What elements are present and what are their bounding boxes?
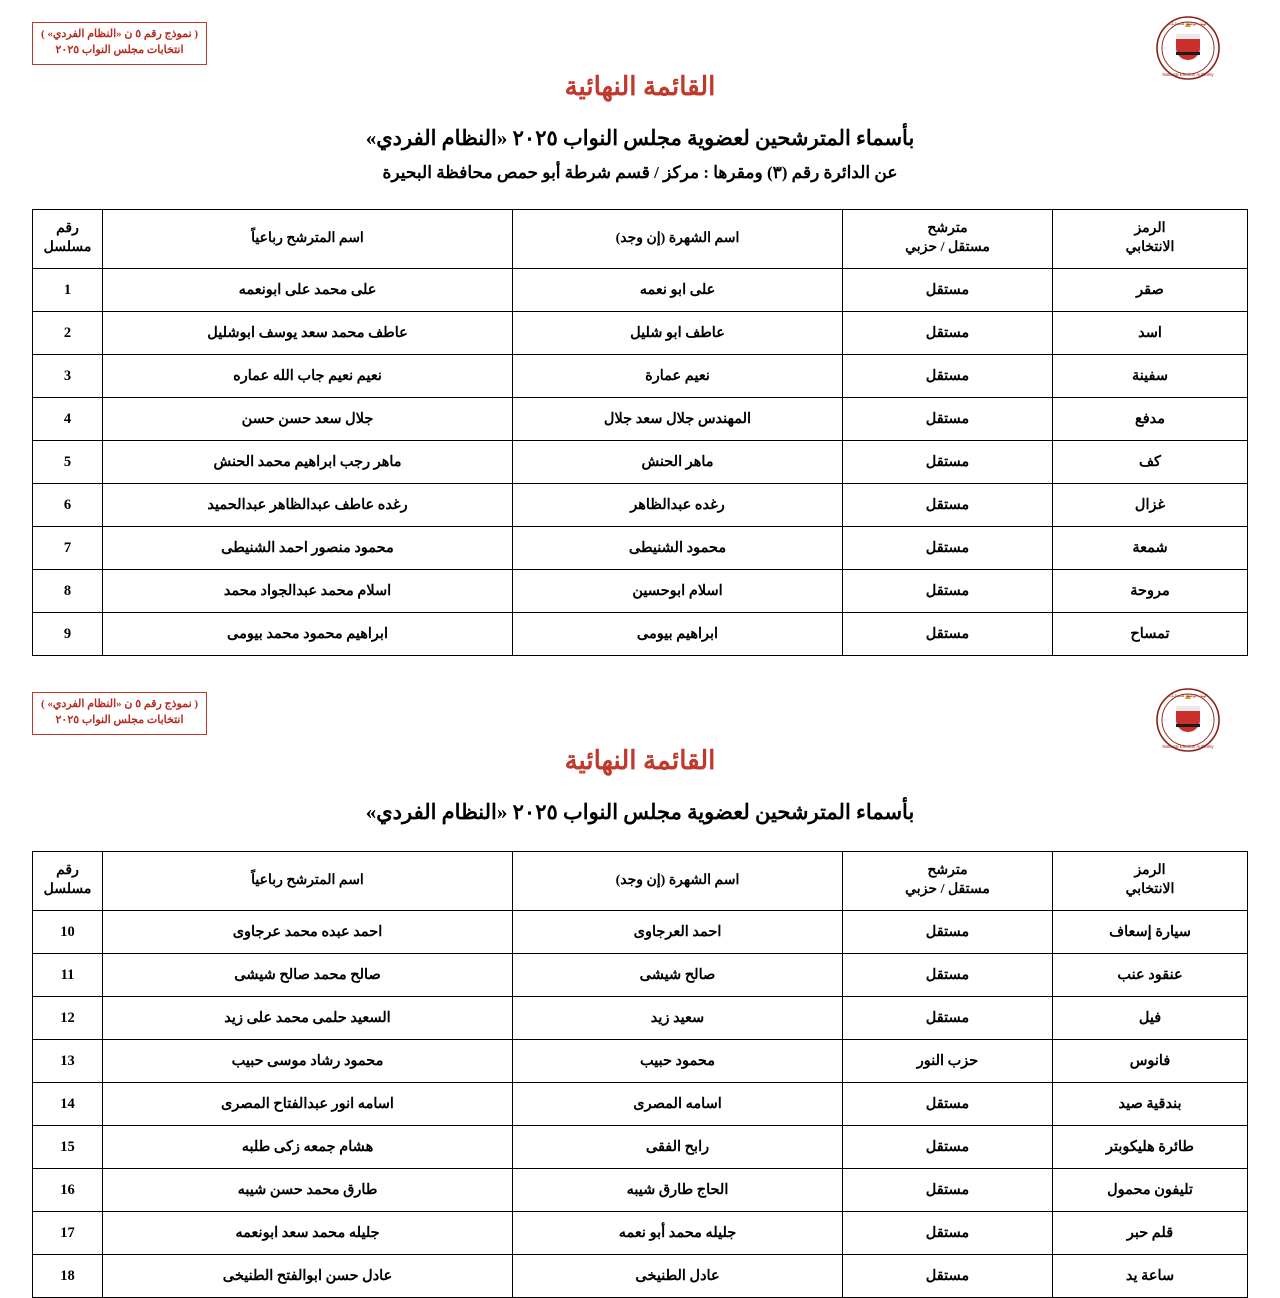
table-row — [33, 1083, 1248, 1126]
cell-fame: الحاج طارق شيبه — [513, 1169, 843, 1212]
cell-seq: 18 — [33, 1255, 103, 1298]
form-stamp-line2: انتخابات مجلس النواب ٢٠٢٥ — [55, 713, 184, 726]
cell-name: محمود منصور احمد الشنيطى — [103, 527, 513, 570]
cell-name: جلال سعد حسن حسن — [103, 398, 513, 441]
cell-name: نعيم نعيم جاب الله عماره — [103, 355, 513, 398]
cell-fame: نعيم عمارة — [513, 355, 843, 398]
cell-symbol: عنقود عنب — [1053, 954, 1248, 997]
svg-text:National Election Authority: National Election Authority — [1162, 744, 1214, 749]
cell-name: ابراهيم محمود محمد بيومى — [103, 613, 513, 656]
page-district-line: عن الدائرة رقم (٣) ومقرها : مركز / قسم شرطة أبو حمص محافظة البحيرة — [382, 163, 898, 182]
candidates-table-2-body — [33, 911, 1248, 1298]
table-row — [33, 441, 1248, 484]
page-title: القائمة النهائية — [564, 72, 716, 101]
cell-name: عاطف محمد سعد يوسف ابوشليل — [103, 312, 513, 355]
cell-seq: 14 — [33, 1083, 103, 1126]
table-row — [33, 269, 1248, 312]
table-header-row — [33, 210, 1248, 269]
cell-party: مستقل — [843, 1255, 1053, 1298]
cell-party: مستقل — [843, 954, 1053, 997]
table-row — [33, 1126, 1248, 1169]
table-row — [33, 570, 1248, 613]
page-title: القائمة النهائية — [564, 746, 716, 775]
cell-fame: عاطف ابو شليل — [513, 312, 843, 355]
page-subtitle: بأسماء المترشحين لعضوية مجلس النواب ٢٠٢٥ «النظام الفردي» — [365, 126, 915, 150]
cell-seq: 3 — [33, 355, 103, 398]
svg-text:الهيئة الوطنية للانتخابات: الهيئة الوطنية للانتخابات — [1168, 693, 1208, 698]
table-row — [33, 398, 1248, 441]
cell-seq: 8 — [33, 570, 103, 613]
cell-seq: 4 — [33, 398, 103, 441]
column-header-name: اسم المترشح رباعياً — [103, 210, 513, 269]
table-row — [33, 954, 1248, 997]
cell-symbol: فيل — [1053, 997, 1248, 1040]
table-row — [33, 484, 1248, 527]
cell-name: طارق محمد حسن شيبه — [103, 1169, 513, 1212]
cell-fame: ابراهيم بيومى — [513, 613, 843, 656]
cell-symbol: سيارة إسعاف — [1053, 911, 1248, 954]
column-header-seq: رقم مسلسل — [33, 852, 103, 911]
cell-name: على محمد على ابونعمه — [103, 269, 513, 312]
cell-fame: عادل الطنيخى — [513, 1255, 843, 1298]
page-subtitle: بأسماء المترشحين لعضوية مجلس النواب ٢٠٢٥ «النظام الفردي» — [365, 800, 915, 824]
column-header-symbol: الرمز الانتخابي — [1053, 210, 1248, 269]
cell-party: مستقل — [843, 441, 1053, 484]
page-separator — [0, 656, 1280, 684]
table-row — [33, 911, 1248, 954]
form-stamp-line1: ( نموذج رقم ٥ ن «النظام الفردي» ) — [41, 28, 199, 40]
cell-fame: رابح الفقى — [513, 1126, 843, 1169]
cell-fame: اسامه المصرى — [513, 1083, 843, 1126]
column-header-name: اسم المترشح رباعياً — [103, 852, 513, 911]
cell-seq: 17 — [33, 1212, 103, 1255]
table-row — [33, 312, 1248, 355]
cell-symbol: مروحة — [1053, 570, 1248, 613]
cell-fame: صالح شيشى — [513, 954, 843, 997]
cell-symbol: غزال — [1053, 484, 1248, 527]
cell-symbol: ساعة يد — [1053, 1255, 1248, 1298]
cell-party: مستقل — [843, 527, 1053, 570]
cell-party: حزب النور — [843, 1040, 1053, 1083]
cell-seq: 6 — [33, 484, 103, 527]
cell-fame: محمود حبيب — [513, 1040, 843, 1083]
cell-name: ماهر رجب ابراهيم محمد الحنش — [103, 441, 513, 484]
cell-symbol: بندقية صيد — [1053, 1083, 1248, 1126]
cell-party: مستقل — [843, 312, 1053, 355]
cell-symbol: مدفع — [1053, 398, 1248, 441]
form-stamp-line1: ( نموذج رقم ٥ ن «النظام الفردي» ) — [41, 698, 199, 710]
candidates-table-1-body — [33, 269, 1248, 656]
table-row — [33, 997, 1248, 1040]
cell-name: اسلام محمد عبدالجواد محمد — [103, 570, 513, 613]
column-header-seq: رقم مسلسل — [33, 210, 103, 269]
document-page-2 — [0, 684, 1280, 1298]
cell-seq: 7 — [33, 527, 103, 570]
cell-symbol: شمعة — [1053, 527, 1248, 570]
cell-fame: محمود الشنيطى — [513, 527, 843, 570]
candidates-table-2 — [32, 851, 1248, 1298]
cell-name: عادل حسن ابوالفتح الطنيخى — [103, 1255, 513, 1298]
table-row — [33, 1040, 1248, 1083]
cell-symbol: طائرة هليكوبتر — [1053, 1126, 1248, 1169]
cell-name: السعيد حلمى محمد على زيد — [103, 997, 513, 1040]
cell-fame: جليله محمد أبو نعمه — [513, 1212, 843, 1255]
cell-fame: اسلام ابوحسين — [513, 570, 843, 613]
table-header-row — [33, 852, 1248, 911]
cell-seq: 5 — [33, 441, 103, 484]
cell-seq: 9 — [33, 613, 103, 656]
cell-fame: احمد العرجاوى — [513, 911, 843, 954]
cell-seq: 1 — [33, 269, 103, 312]
cell-fame: سعيد زيد — [513, 997, 843, 1040]
cell-symbol: تليفون محمول — [1053, 1169, 1248, 1212]
cell-party: مستقل — [843, 613, 1053, 656]
cell-name: رغده عاطف عبدالظاهر عبدالحميد — [103, 484, 513, 527]
cell-name: اسامه انور عبدالفتاح المصرى — [103, 1083, 513, 1126]
table-row — [33, 1169, 1248, 1212]
cell-party: مستقل — [843, 1083, 1053, 1126]
cell-name: جليله محمد سعد ابونعمه — [103, 1212, 513, 1255]
cell-seq: 11 — [33, 954, 103, 997]
form-stamp — [32, 22, 207, 65]
column-header-symbol: الرمز الانتخابي — [1053, 852, 1248, 911]
cell-name: صالح محمد صالح شيشى — [103, 954, 513, 997]
national-election-authority-emblem-icon — [1156, 12, 1220, 84]
cell-party: مستقل — [843, 398, 1053, 441]
cell-party: مستقل — [843, 269, 1053, 312]
cell-party: مستقل — [843, 1169, 1053, 1212]
cell-party: مستقل — [843, 570, 1053, 613]
cell-party: مستقل — [843, 911, 1053, 954]
cell-fame: المهندس جلال سعد جلال — [513, 398, 843, 441]
cell-symbol: قلم حبر — [1053, 1212, 1248, 1255]
column-header-party: مترشح مستقل / حزبي — [843, 210, 1053, 269]
cell-fame: ماهر الحنش — [513, 441, 843, 484]
cell-fame: رغده عبدالظاهر — [513, 484, 843, 527]
cell-name: هشام جمعه زكى طلبه — [103, 1126, 513, 1169]
cell-name: احمد عبده محمد عرجاوى — [103, 911, 513, 954]
form-stamp-line2: انتخابات مجلس النواب ٢٠٢٥ — [55, 43, 184, 56]
cell-name: محمود رشاد موسى حبيب — [103, 1040, 513, 1083]
svg-text:National Election Authority: National Election Authority — [1162, 72, 1214, 77]
candidates-table-1 — [32, 209, 1248, 656]
cell-symbol: اسد — [1053, 312, 1248, 355]
cell-fame: على ابو نعمه — [513, 269, 843, 312]
table-row — [33, 355, 1248, 398]
table-row — [33, 613, 1248, 656]
table-row — [33, 1212, 1248, 1255]
cell-seq: 15 — [33, 1126, 103, 1169]
cell-party: مستقل — [843, 355, 1053, 398]
column-header-fame: اسم الشهرة (إن وجد) — [513, 210, 843, 269]
cell-seq: 10 — [33, 911, 103, 954]
table-row — [33, 527, 1248, 570]
cell-symbol: صقر — [1053, 269, 1248, 312]
cell-party: مستقل — [843, 484, 1053, 527]
cell-party: مستقل — [843, 1126, 1053, 1169]
cell-symbol: كف — [1053, 441, 1248, 484]
cell-party: مستقل — [843, 1212, 1053, 1255]
cell-seq: 13 — [33, 1040, 103, 1083]
cell-seq: 16 — [33, 1169, 103, 1212]
national-election-authority-emblem-icon — [1156, 684, 1220, 756]
cell-seq: 2 — [33, 312, 103, 355]
cell-symbol: سفينة — [1053, 355, 1248, 398]
cell-seq: 12 — [33, 997, 103, 1040]
table-row — [33, 1255, 1248, 1298]
column-header-fame: اسم الشهرة (إن وجد) — [513, 852, 843, 911]
cell-party: مستقل — [843, 997, 1053, 1040]
form-stamp — [32, 692, 207, 735]
column-header-party: مترشح مستقل / حزبي — [843, 852, 1053, 911]
svg-text:الهيئة الوطنية للانتخابات: الهيئة الوطنية للانتخابات — [1168, 21, 1208, 26]
cell-symbol: تمساح — [1053, 613, 1248, 656]
cell-symbol: فانوس — [1053, 1040, 1248, 1083]
